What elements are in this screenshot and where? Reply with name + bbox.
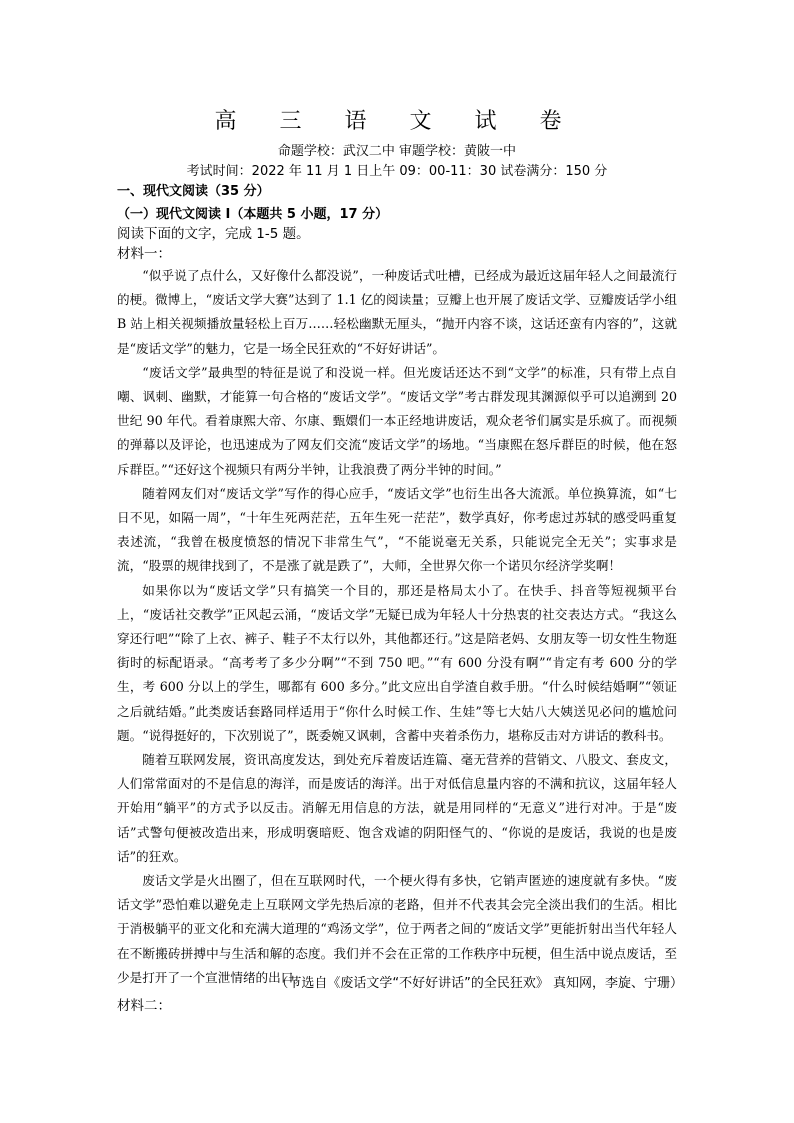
sub-heading: （一）现代文阅读 I（本题共 5 小题，17 分）: [117, 207, 389, 222]
paragraph: 随着网友们对“废话文学”写作的得心应手，“废话文学”也衍生出各大流派。单位换算流，如“七日不见，如隔一周”，“十年生死两茫茫，五年生死一茫茫”，数学真好，你考虑过苏轼的感受吗重复表述流，“我曾在极度愤怒的情况下非常生气”，“不能说毫无关系，只能说完全无关”；实事求是流，“股票的规律找到了，不是涨了就是跌了”，大师，全世界欠你一个诺贝尔经济学奖啊！: [117, 485, 677, 574]
paragraph: 如果你以为“废话文学”只有搞笑一个目的，那还是格局太小了。在快手、抖音等短视频平台上，“废话社交教学”正风起云涌，“废话文学”无疑已成为年轻人十分热衷的社交表达方式。“我这么穿还行吧”“除了上衣、裤子、鞋子不太行以外，其他都还行。”这是陪老妈、女朋友等一切女性生物逛街时的标配语录。“高考考了多少分啊”“不到 750 吧。”“有 600 分没有啊”“肯定有考 600 分的学生，考 600 分以上的学生，哪都有 600 多分。”此文应出自学渣自救手册。“什么时候结婚啊”“领证之后就结婚。”此类废话套路同样适用于“你什么时候工作、生娃”等七大姑八大姨送见必问的尴尬问题。“说得挺好的，下次别说了”，既委婉又讽刺，含蓄中夹着杀伤力，堪称反击对方讲话的教科书。: [117, 582, 677, 743]
material-one-label: 材料一：: [117, 246, 171, 262]
paragraph: “废话文学”最典型的特征是说了和没说一样。但光废话还达不到“文学”的标准，只有带上点自嘲、讽刺、幽默，才能算一句合格的“废话文学”。“废话文学”考古群发现其渊源似乎可以追溯到 20 世纪 90 年代。看着康熙大帝、尔康、甄嬛们一本正经地讲废话，观众老爷们属实是乐疯了。而视频的弹幕以及评论，也迅速成为了网友们交流“废话文学”的场地。“当康熙在怒斥群臣的时候，他在怒斥群臣。”“还好这个视频只有两分半钟，让我浪费了两分半钟的时间。”: [117, 364, 677, 477]
page-title: 高 三 语 文 试 卷: [214, 109, 580, 134]
schools-line: 命题学校：武汉二中 审题学校：黄陂一中: [277, 144, 517, 159]
instruction-text: 阅读下面的文字，完成 1-5 题。: [117, 226, 310, 242]
part-heading: 一、现代文阅读（35 分）: [117, 184, 270, 199]
exam-info-line: 考试时间：2022 年 11 月 1 日上午 09：00-11：30 试卷满分：150 分: [186, 164, 608, 179]
paragraph: 废话文学是火出圈了，但在互联网时代，一个梗火得有多快，它销声匿迹的速度就有多快。“废话文学”恐怕难以避免走上互联网文学先热后凉的老路，但并不代表其会完全淡出我们的生活。相比于消极躺平的亚文化和充满大道理的“鸡汤文学”，位于两者之间的“废话文学”更能折射出当代年轻人在不断搬砖拼搏中与生活和解的态度。我们并不会在正常的工作秩序中玩梗，但生活中说点废话，至少是打开了一个宣泄情绪的出口。: [117, 873, 677, 985]
article-body: [117, 264, 677, 990]
paragraph: 随着互联网发展，资讯高度发达，到处充斥着废话连篇、毫无营养的营销文、八股文、套皮文，人们常常面对的不是信息的海洋，而是废话的海洋。出于对低信息量内容的不满和抗议，这届年轻人开始用“躺平”的方式予以反击。消解无用信息的方法，就是用同样的“无意义”进行对冲。于是“废话”式警句便被改造出来，形成明褒暗贬、饱含戏谑的阴阳怪气的、“你说的是废话，我说的也是废话”的狂欢。: [117, 752, 677, 864]
paragraph: “似乎说了点什么，又好像什么都没说”，一种废话式吐槽，已经成为最近这届年轻人之间最流行的梗。微博上，“废话文学大赛”达到了 1.1 亿的阅读量；豆瓣上也开展了废话文学、豆瓣废话学小组 B 站上相关视频播放量轻松上百万……轻松幽默无厘头，“抛开内容不谈，这话还蛮有内容的”，这就是“废话文学”的魅力，它是一场全民狂欢的“不好好讲话”。: [117, 268, 677, 356]
material-two-label: 材料二：: [117, 998, 171, 1014]
source-note: （节选自《废话文学“不好好讲话”的全民狂欢》 真知网，李旋、宁珊）: [275, 976, 683, 991]
